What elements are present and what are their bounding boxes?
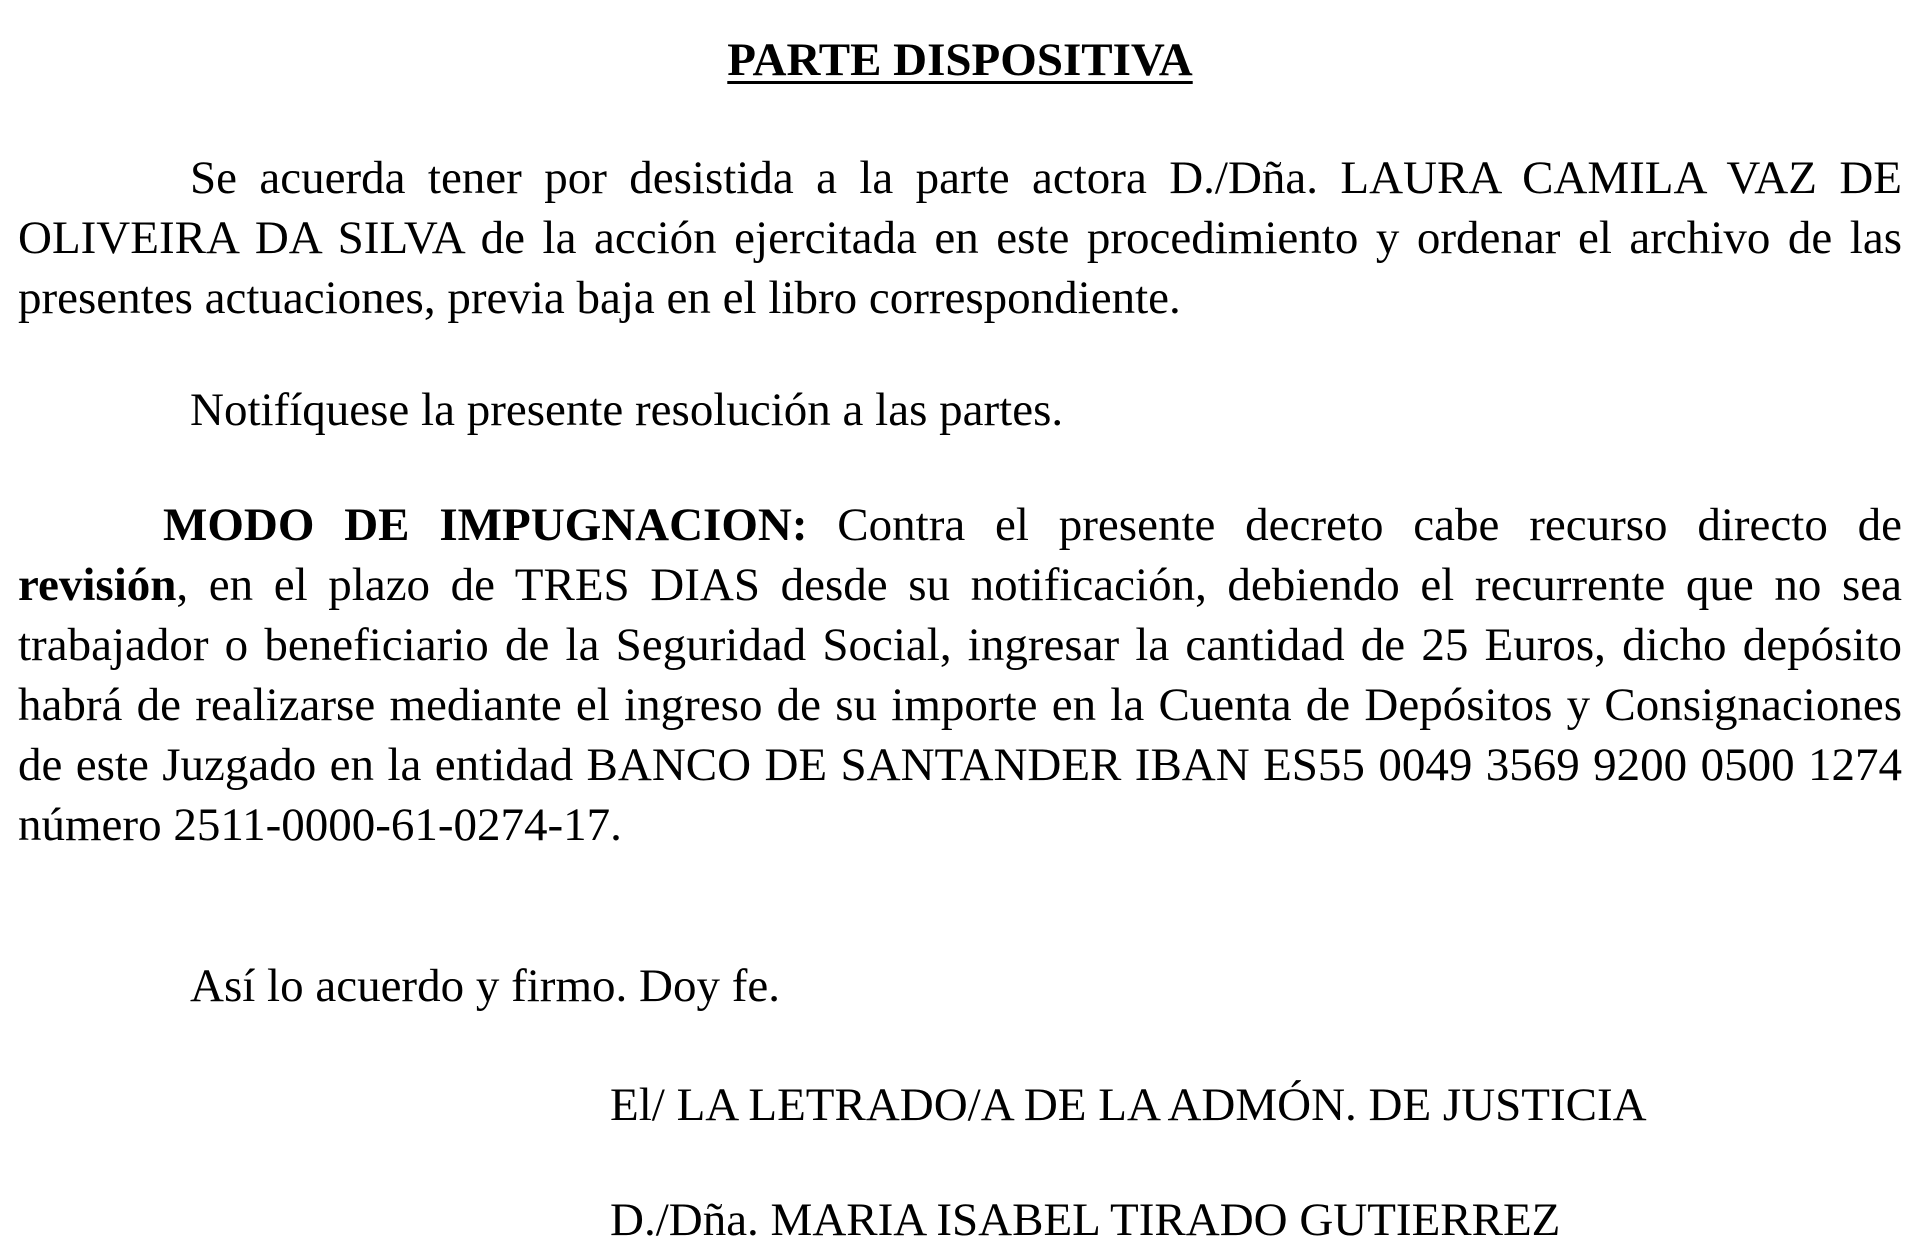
signatory-name: D./Dña. MARIA ISABEL TIRADO GUTIERREZ	[610, 1194, 1561, 1246]
paragraph-desistimiento-text: Se acuerda tener por desistida a la parte actora D./Dña. LAURA CAMILA VAZ DE OLIVEIRA DA SILVA de la acción ejercitada en este procedimiento y ordenar el archivo de las presentes actuaciones, previa baja en el libro correspondiente.	[18, 152, 1902, 324]
paragraph-modo-impugnacion	[18, 495, 1902, 855]
paragraph-desistimiento	[18, 148, 1902, 328]
paragraph-notificacion-text: Notifíquese la presente resolución a las partes.	[190, 384, 1064, 436]
modo-impugnacion-label: MODO DE IMPUGNACION:	[163, 499, 808, 551]
revision-term: revisión	[18, 559, 177, 611]
modo-impugnacion-text-a: Contra el presente decreto cabe recurso directo de	[807, 499, 1902, 551]
closing-statement-text: Así lo acuerdo y firmo. Doy fe.	[190, 960, 780, 1012]
paragraph-notificacion	[18, 380, 1902, 440]
signatory-title: El/ LA LETRADO/A DE LA ADMÓN. DE JUSTICIA	[610, 1079, 1647, 1131]
document-heading: PARTE DISPOSITIVA	[727, 34, 1193, 86]
modo-impugnacion-text-b: , en el plazo de TRES DIAS desde su notificación, debiendo el recurrente que no sea trabajador o beneficiario de la Seguridad Social, ingresar la cantidad de 25 Euros, dicho depósito habrá de realizarse mediante el ingreso de su importe en la Cuenta de Depósitos y Consignaciones de este Juzgado en la entidad BANCO DE SANTANDER IBAN ES55 0049 3569 9200 0500 1274 número 2511-0000-61-0274-17.	[18, 559, 1902, 851]
closing-statement	[18, 956, 1902, 1016]
